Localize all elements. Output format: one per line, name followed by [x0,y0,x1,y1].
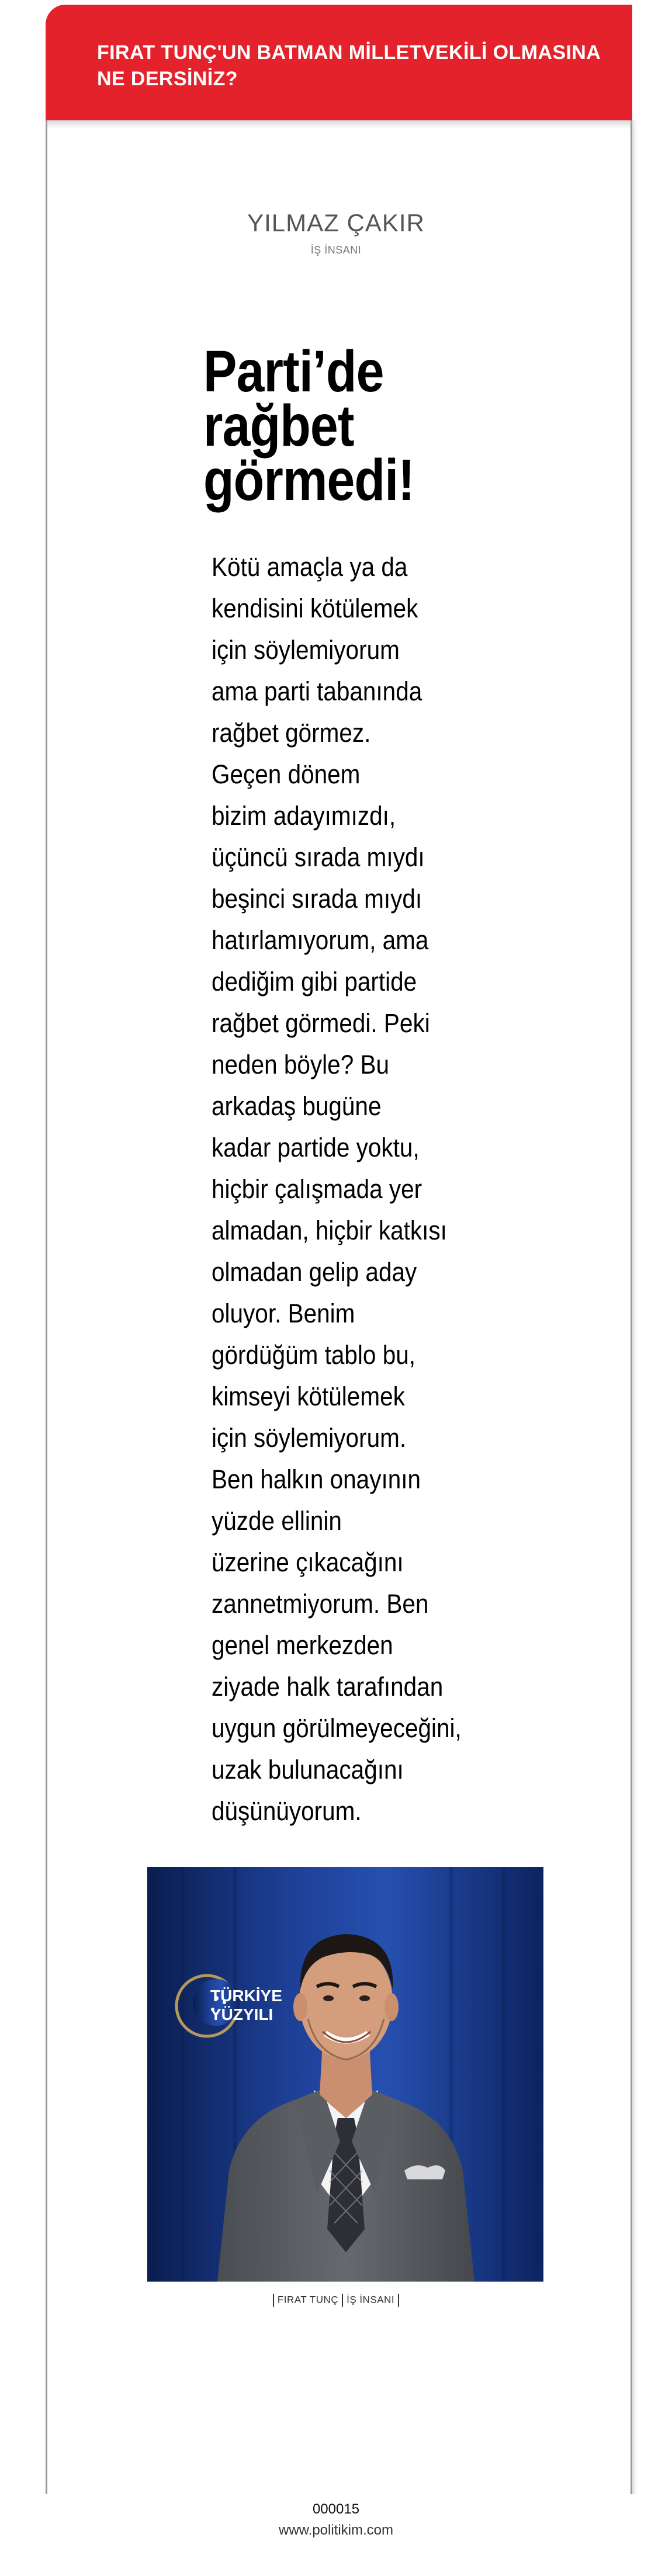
body-line: üzerine çıkacağını [212,1547,404,1577]
body-line: için söylemiyorum. [212,1423,407,1453]
body-line: beşinci sırada mıydı [212,884,422,914]
body-line: düşünüyorum. [212,1796,362,1826]
caption-separator [273,2294,274,2307]
body-line: rağbet görmedi. Peki [212,1008,430,1038]
body-line: oluyor. Benim [212,1299,355,1328]
body-line: Ben halkın onayının [212,1464,421,1494]
body-line: uygun görülmeyeceğini, [212,1713,462,1743]
body-line: genel merkezden [212,1630,393,1660]
author-name: YILMAZ ÇAKIR [247,209,425,237]
frame-shadow-top [47,120,632,129]
body-line: ama parti tabanında [212,676,422,706]
headline-line: görmedi! [203,447,415,513]
body-line: ziyade halk tarafından [212,1672,444,1702]
caption-separator [342,2294,343,2307]
author-role: İŞ İNSANI [310,244,362,256]
body-line: arkadaş bugüne [212,1091,382,1121]
logo-line1: TÜRKİYE [210,1987,282,2005]
caption-name: FIRAT TUNÇ [277,2294,339,2306]
header-banner [46,5,632,120]
body-line: gördüğüm tablo bu, [212,1340,416,1370]
frame-shadow-right [632,120,637,2494]
frame-right-border [631,120,632,2494]
body-line: bizim adayımızdı, [212,801,396,831]
body-line: kendisini kötülemek [212,593,418,623]
body-line: olmadan gelip aday [212,1257,417,1287]
body-line: almadan, hiçbir katkısı [212,1216,447,1245]
body-line: kimseyi kötülemek [212,1381,405,1411]
header-title: FIRAT TUNÇ'UN BATMAN MİLLETVEKİLİ OLMASINA NE DERSİNİZ? [97,41,600,90]
headline-line: rağbet [203,393,354,459]
portrait-photo [147,1867,543,2282]
headline-line: Parti’de [203,339,384,404]
caption-separator [398,2294,399,2307]
article-body [212,546,485,1832]
body-line: hiçbir çalışmada yer [212,1174,422,1204]
body-line: uzak bulunacağını [212,1755,404,1785]
site-url[interactable]: www.politikim.com [278,2522,394,2538]
body-line: kadar partide yoktu, [212,1133,420,1162]
page-number: 000015 [312,2501,360,2517]
body-line: zannetmiyorum. Ben [212,1589,429,1619]
caption-role: İŞ İNSANI [347,2294,395,2306]
photo-caption [0,2294,672,2307]
body-line: için söylemiyorum [212,635,400,665]
body-line: dediğim gibi partide [212,967,417,997]
frame-left-border [46,120,47,2494]
body-line: üçüncü sırada mıydı [212,842,425,872]
article-headline [203,339,485,513]
logo-line2: YÜZYILI [210,2005,273,2023]
body-line: Geçen dönem [212,759,361,789]
body-line: neden böyle? Bu [212,1050,390,1079]
body-line: Kötü amaçla ya da [212,552,408,582]
body-line: rağbet görmez. [212,718,371,748]
body-line: hatırlamıyorum, ama [212,925,429,955]
body-line: yüzde ellinin [212,1506,342,1536]
portrait-illustration [147,1867,543,2282]
